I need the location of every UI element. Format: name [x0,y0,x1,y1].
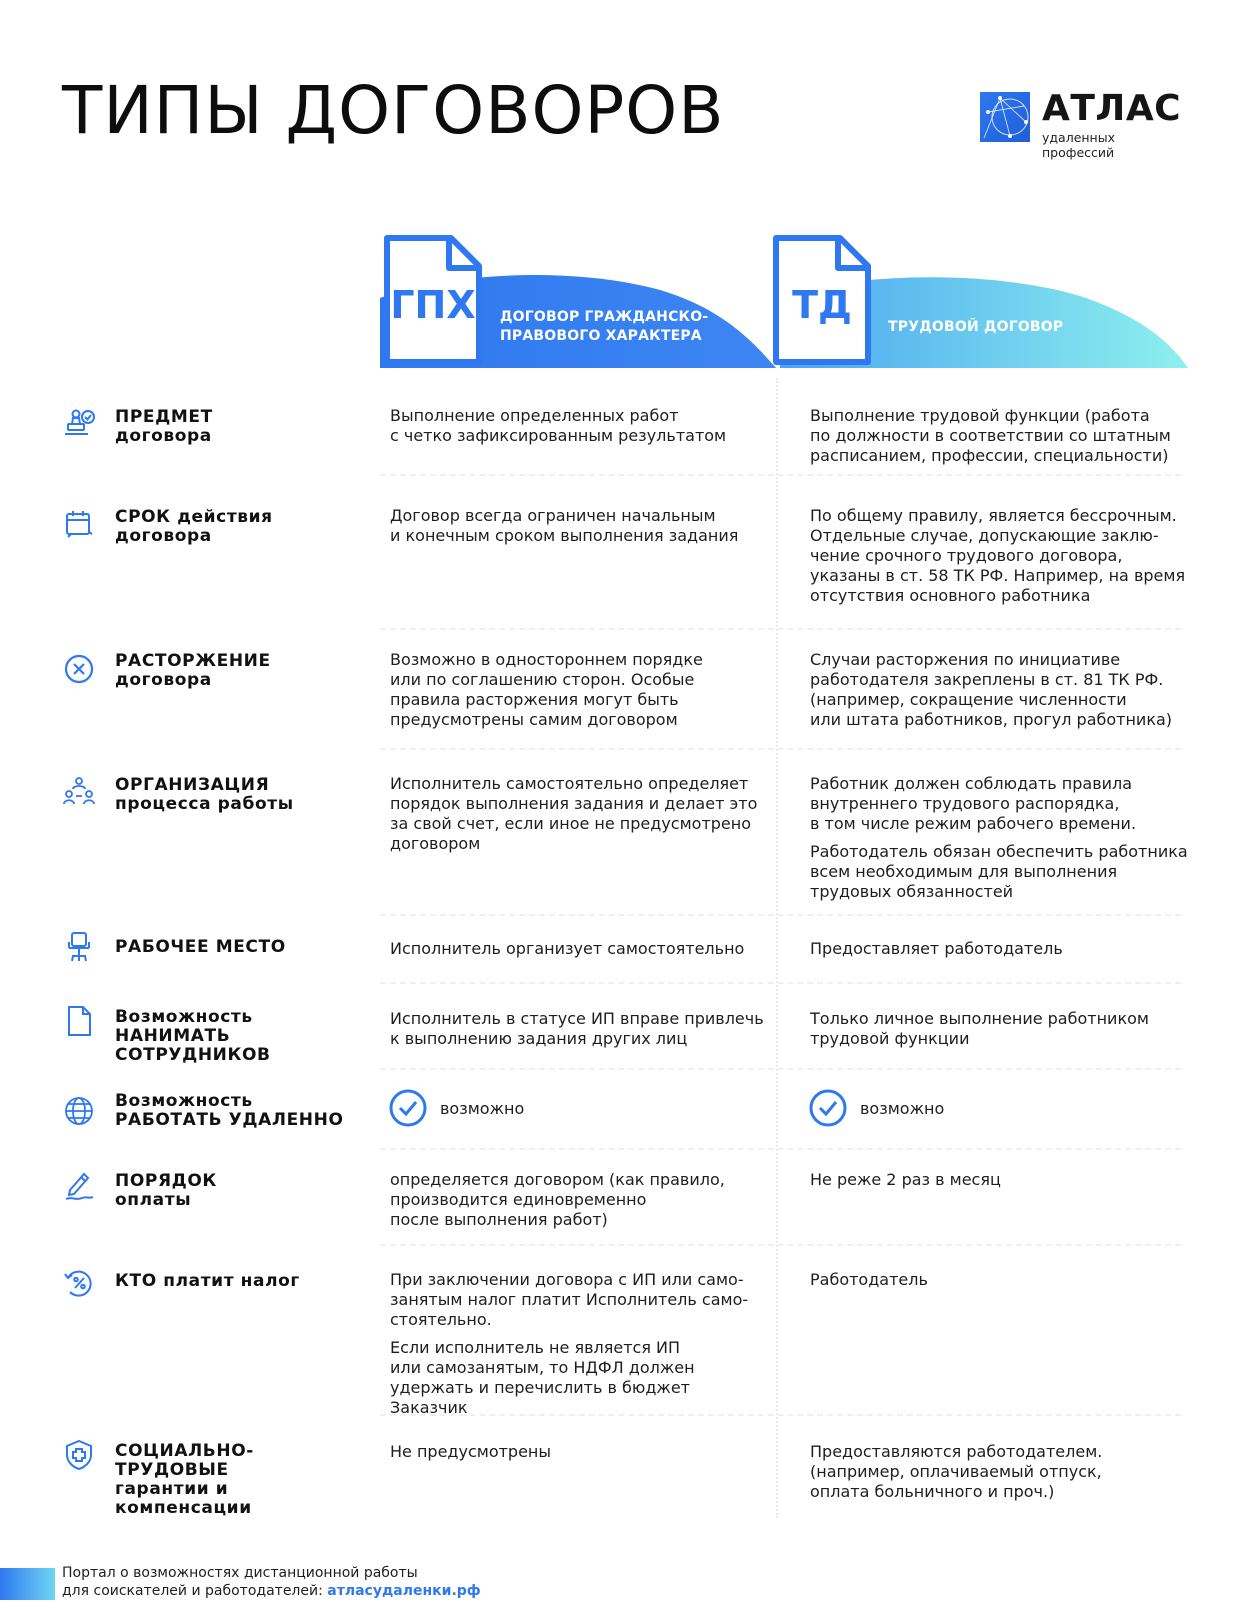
brand-tagline: удаленных профессий [1042,130,1115,160]
td-cell [810,1170,1195,1198]
footer-line [62,1582,481,1600]
footer-line: Портал о возможностях дистанционной работы [62,1565,418,1581]
column-headers [0,228,1241,378]
shield-plus-icon [62,1438,96,1472]
row-label [115,652,360,690]
gph-caption [500,308,708,346]
calendar-icon [62,506,96,540]
label-line: оплаты [115,1190,192,1210]
gph-cell [390,1442,765,1470]
status-text: возможно [440,1098,525,1118]
td-cell [810,1270,1195,1298]
td-cell [810,774,1195,910]
check-circle-icon [808,1088,848,1128]
document-icon [62,1004,96,1038]
gph-cell [390,774,765,862]
row-label [115,1092,360,1130]
td-cell [810,1442,1195,1510]
td-cell [810,1009,1195,1057]
row-label [115,408,360,446]
label-line: процесса работы [115,794,294,814]
row-label [115,776,360,814]
gph-cell [390,939,765,967]
label-line: Возможность [115,1091,253,1111]
row-label [115,938,360,957]
team-icon [62,774,96,808]
row-label [115,1442,360,1518]
td-remote-status [808,1088,944,1128]
portal-link[interactable]: атласудаленки.рф [327,1583,481,1599]
row-label [115,1172,360,1210]
cell-text: Не реже 2 раз в месяц [810,1170,1001,1189]
cell-text: Исполнитель в статусе ИП вправе привлечь к выполнению задания других лиц [390,1009,764,1048]
label-line: договора [115,426,212,446]
cell-text: Случаи расторжения по инициативе работодателя закреплены в ст. 81 ТК РФ. (например, сокращение численности или штата работников, прогул работника) [810,650,1173,729]
cell-text: Только личное выполнение работником трудовой функции [810,1009,1149,1048]
cell-text: Исполнитель организует самостоятельно [390,939,745,958]
gph-caption-line1: ДОГОВОР ГРАЖДАНСКО- [500,309,709,325]
cell-text: Выполнение определенных работ с четко зафиксированным результатом [390,406,727,445]
cell-text: Исполнитель самостоятельно определяет порядок выполнения задания и делает это за свой счет, если иное не предусмотрено договором [390,774,758,853]
brand-name: АТЛАС [1042,88,1182,129]
column-divider [776,378,778,1518]
gph-cell [390,1270,765,1426]
check-circle-icon [388,1088,428,1128]
cell-text: Работодатель [810,1270,928,1289]
label-line: РАСТОРЖЕНИЕ [115,651,271,671]
cell-text: Договор всегда ограничен начальным и конечным сроком выполнения задания [390,506,739,545]
label-line: НАНИМАТЬ [115,1026,231,1046]
td-caption: ТРУДОВОЙ ДОГОВОР [888,319,1064,335]
stamp-check-icon [62,404,96,438]
footer-prefix: для соискателей и работодателей: [62,1583,328,1599]
cell-text: По общему правилу, является бессрочным. Отдельные случае, допускающие заклю- чение срочного трудового договора, указаны в ст. 58 ТК РФ. Например, на время отсутствия основного работника [810,506,1186,605]
cell-text: Работодатель обязан обеспечить работника всем необходимым для выполнения трудовых обязанностей [810,842,1188,901]
label-line: ПОРЯДОК [115,1171,217,1191]
page-title: ТИПЫ ДОГОВОРОВ [62,72,725,149]
label-line: договора [115,526,212,546]
td-cell [810,939,1195,967]
row-divider [380,1244,1181,1246]
office-chair-icon [62,930,96,964]
gph-remote-status [388,1088,524,1128]
label-line: ПРЕДМЕТ [115,407,213,427]
row-divider [380,628,1181,630]
cell-text: Не предусмотрены [390,1442,552,1461]
gph-cell [390,650,765,738]
cell-text: Предоставляет работодатель [810,939,1063,958]
label-line: СРОК действия [115,507,273,527]
row-label [115,1272,360,1291]
gph-caption-line2: ПРАВОВОГО ХАРАКТЕРА [500,328,702,344]
status-text: возможно [860,1098,945,1118]
label-line: СОЦИАЛЬНО-ТРУДОВЫЕ [115,1441,254,1480]
cancel-circle-icon [62,652,96,686]
td-cell [810,650,1195,738]
label-line: договора [115,670,212,690]
label-line: гарантии и компенсации [115,1479,252,1518]
row-divider [380,982,1181,984]
atlas-logo-icon [980,92,1030,142]
label-line: РАБОЧЕЕ МЕСТО [115,937,286,957]
row-divider [380,474,1181,476]
gph-cell [390,1170,765,1238]
globe-icon [62,1094,96,1128]
cell-text: Возможно в одностороннем порядке или по соглашению сторон. Особые правила расторжения могут быть предусмотрены самим договором [390,650,703,729]
cell-text: Работник должен соблюдать правила внутреннего трудового распорядка, в том числе режим рабочего времени. [810,774,1137,833]
row-divider [380,1068,1181,1070]
row-divider [380,1148,1181,1150]
row-label [115,508,360,546]
label-line: Возможность [115,1007,253,1027]
signature-pen-icon [62,1168,96,1202]
row-divider [380,914,1181,916]
td-cell [810,506,1195,614]
label-line: КТО платит налог [115,1271,300,1291]
cell-text: Предоставляются работодателем. (например, оплачиваемый отпуск, оплата больничного и проч.) [810,1442,1103,1501]
td-cell [810,406,1195,474]
gph-cell [390,506,765,554]
row-divider [380,748,1181,750]
gph-code: ГПХ [390,283,476,327]
cell-text: Выполнение трудовой функции (работа по должности в соответствии со штатным расписанием, профессии, специальности) [810,406,1171,465]
row-label [115,1008,360,1065]
brand-logo[interactable] [980,88,1190,160]
label-line: РАБОТАТЬ УДАЛЕННО [115,1110,344,1130]
row-divider [380,1414,1181,1416]
footer-accent-bar [0,1568,55,1600]
label-line: СОТРУДНИКОВ [115,1045,271,1065]
td-code: ТД [792,283,852,327]
cell-text: При заключении договора с ИП или само- занятым налог платит Исполнитель само- стоятельно. [390,1270,749,1329]
cell-text: определяется договором (как правило, производится единовременно после выполнения работ) [390,1170,725,1229]
label-line: ОРГАНИЗАЦИЯ [115,775,270,795]
tax-percent-icon [62,1266,96,1300]
gph-cell [390,1009,765,1057]
gph-cell [390,406,765,454]
cell-text: Если исполнитель не является ИП или самозанятым, то НДФЛ должен удержать и перечислить в бюджет Заказчик [390,1338,695,1417]
footer [62,1564,481,1600]
